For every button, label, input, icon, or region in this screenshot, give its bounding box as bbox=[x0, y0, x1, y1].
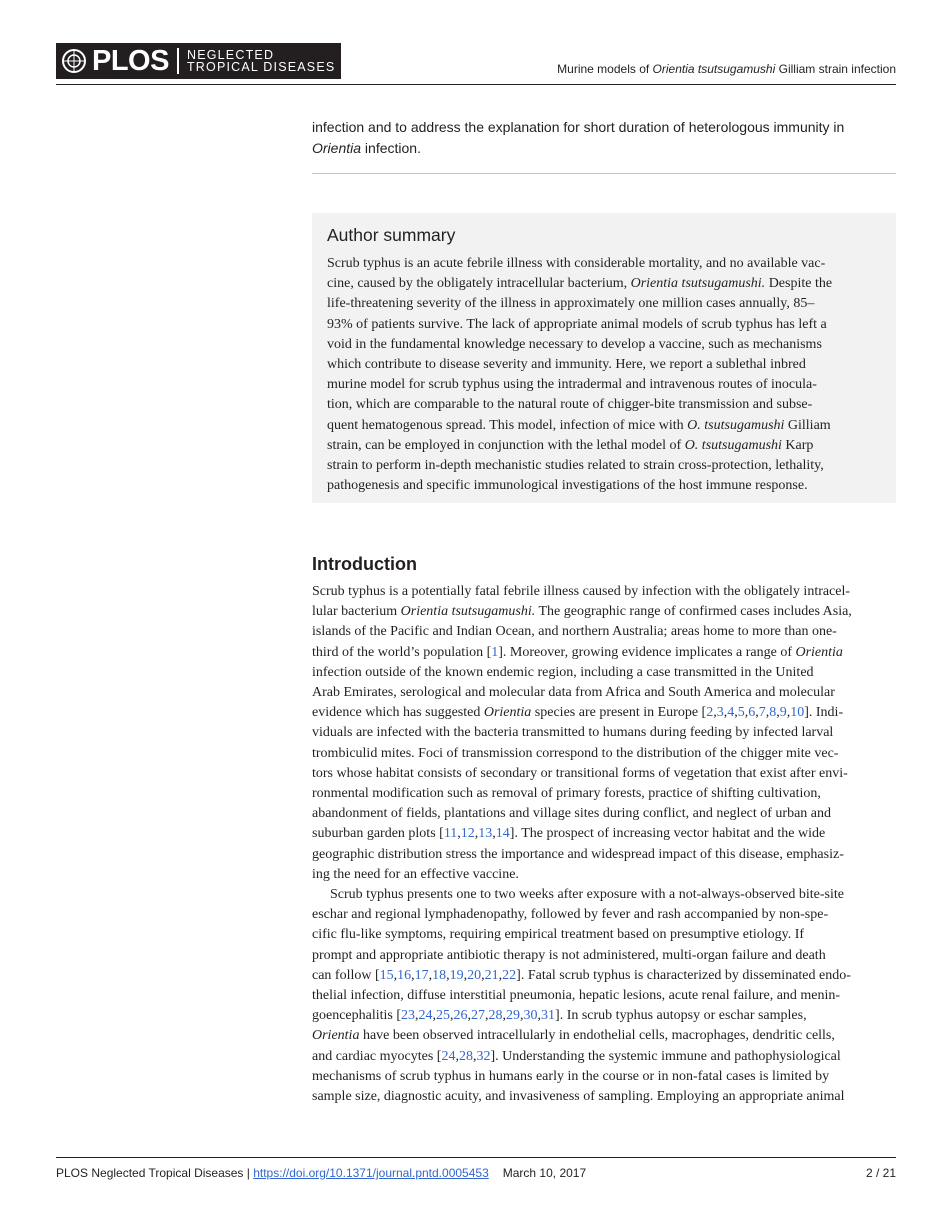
running-head-species: Orientia tsutsugamushi bbox=[652, 62, 776, 76]
p2-line bbox=[312, 1006, 898, 1026]
summary-line bbox=[327, 274, 882, 294]
summary-species: O. tsutsugamushi bbox=[687, 417, 785, 433]
summary-line-part: quent hematogenous spread. This model, infection of mice with bbox=[327, 417, 688, 433]
text: evidence which has suggested bbox=[312, 705, 484, 721]
citation-link[interactable]: 1 bbox=[491, 644, 499, 660]
summary-line: strain to perform in-depth mechanistic studies related to strain cross-protection, lethality, bbox=[327, 458, 824, 474]
footer-date: March 10, 2017 bbox=[502, 1166, 587, 1180]
author-summary-heading: Author summary bbox=[327, 225, 456, 245]
p1-line: tors whose habitat consists of secondary or transitional forms of vegetation that exist after envi- bbox=[312, 765, 848, 781]
p2-line: cific flu-like symptoms, requiring empirical treatment based on presumptive etiology. If bbox=[312, 927, 805, 943]
citation-link[interactable]: 24 bbox=[441, 1048, 456, 1064]
p2-line: mechanisms of scrub typhus in humans early in the course or in non-fatal cases is limited by bbox=[312, 1068, 830, 1084]
p1-line: ronmental modification such as removal of primary forests, practice of shifting cultivation, bbox=[312, 786, 821, 802]
previous-paragraph-tail bbox=[312, 117, 898, 159]
p1-line bbox=[312, 703, 898, 723]
citation-link[interactable]: 11 bbox=[443, 826, 458, 842]
p1-line bbox=[312, 643, 898, 663]
summary-line bbox=[327, 416, 882, 436]
summary-line-part: Despite the bbox=[765, 276, 833, 292]
citation-link[interactable]: 29 bbox=[506, 1008, 521, 1024]
p1-line bbox=[312, 824, 898, 844]
text: ]. The prospect of increasing vector habitat and the wide bbox=[509, 826, 826, 842]
citation-link[interactable]: 3 bbox=[716, 705, 724, 721]
citation-link[interactable]: 20 bbox=[467, 967, 482, 983]
p1-line: infection outside of the known endemic region, including a case transmitted in the United bbox=[312, 664, 814, 680]
p2-line: Scrub typhus presents one to two weeks after exposure with a not-always-observed bite-site bbox=[330, 887, 844, 903]
doi-link[interactable]: https://doi.org/10.1371/journal.pntd.0005453 bbox=[253, 1166, 489, 1180]
logo-wordmark: PLOS bbox=[92, 44, 169, 77]
p2-line bbox=[312, 966, 898, 986]
text: The geographic range of confirmed cases includes Asia, bbox=[535, 604, 852, 620]
author-summary-text bbox=[327, 254, 882, 496]
text: ]. Indi- bbox=[804, 705, 844, 721]
p1-line: Scrub typhus is a potentially fatal febrile illness caused by infection with the obligately intracel- bbox=[312, 584, 851, 599]
intro-paragraph-2 bbox=[312, 885, 898, 1107]
text: and cardiac myocytes [ bbox=[312, 1048, 442, 1064]
tail-rest: infection. bbox=[361, 140, 421, 156]
logo-divider bbox=[177, 48, 179, 74]
citation-link[interactable]: 6 bbox=[748, 705, 756, 721]
tail-line-1: infection and to address the explanation for short duration of heterologous immunity in bbox=[312, 119, 845, 135]
p1-line: Arab Emirates, serological and molecular data from Africa and South America and molecular bbox=[312, 685, 835, 701]
plos-emblem-icon bbox=[60, 47, 88, 75]
summary-line: Scrub typhus is an acute febrile illness with considerable mortality, and no available vac- bbox=[327, 256, 826, 271]
p1-line: geographic distribution stress the importance and widespread impact of this disease, emphasiz- bbox=[312, 846, 844, 862]
citation-link[interactable]: 30 bbox=[523, 1008, 538, 1024]
p1-line: ing the need for an effective vaccine. bbox=[312, 866, 519, 882]
intro-paragraph-1 bbox=[312, 582, 898, 885]
introduction-heading: Introduction bbox=[312, 554, 417, 574]
summary-line-part: Karp bbox=[781, 437, 814, 453]
p2-line bbox=[312, 1047, 898, 1067]
citation-link[interactable]: 28 bbox=[488, 1008, 503, 1024]
text: ]. Fatal scrub typhus is characterized by disseminated endo- bbox=[516, 967, 851, 983]
summary-line: life-threatening severity of the illness in approximately one million cases annually, 85– bbox=[327, 296, 815, 312]
citation-link[interactable]: 13 bbox=[478, 826, 493, 842]
page-number: 2 / 21 bbox=[865, 1166, 896, 1180]
text: ]. In scrub typhus autopsy or eschar samples, bbox=[555, 1008, 807, 1024]
species-italic: Orientia tsutsugamushi. bbox=[400, 604, 536, 620]
tail-italic: Orientia bbox=[312, 140, 362, 156]
text: goencephalitis [ bbox=[312, 1008, 402, 1024]
p1-line bbox=[312, 602, 898, 622]
text: ]. Understanding the systemic immune and pathophysiological bbox=[490, 1048, 841, 1064]
logo-journal-line1: NEGLECTED bbox=[186, 48, 275, 62]
citation-link[interactable]: 8 bbox=[769, 705, 777, 721]
p1-line: islands of the Pacific and Indian Ocean, and northern Australia; areas home to more than one- bbox=[312, 624, 837, 640]
citation-link[interactable]: 4 bbox=[727, 705, 735, 721]
text: lular bacterium bbox=[312, 604, 401, 620]
citation-link[interactable]: 16 bbox=[397, 967, 412, 983]
header-rule bbox=[56, 84, 896, 85]
introduction-body bbox=[312, 582, 898, 1107]
citation-group: 11,12,13,14 bbox=[443, 826, 510, 842]
citation-link[interactable]: 19 bbox=[449, 967, 464, 983]
footer-rule bbox=[56, 1157, 896, 1158]
citation-link[interactable]: 18 bbox=[432, 967, 447, 983]
tail-line-2 bbox=[312, 138, 898, 159]
citation-link[interactable]: 5 bbox=[737, 705, 745, 721]
logo-journal-line2: TROPICAL DISEASES bbox=[186, 60, 336, 74]
p2-line bbox=[312, 1026, 898, 1046]
text: species are present in Europe [ bbox=[531, 705, 707, 721]
text: third of the world’s population [ bbox=[312, 644, 492, 660]
citation-link[interactable]: 28 bbox=[458, 1048, 473, 1064]
text: suburban garden plots [ bbox=[312, 826, 444, 842]
citation-link[interactable]: 9 bbox=[779, 705, 787, 721]
summary-line: void in the fundamental knowledge necessary to develop a vaccine, such as mechanisms bbox=[327, 336, 822, 352]
abstract-separator bbox=[312, 173, 896, 174]
summary-line-part: Gilliam bbox=[784, 417, 831, 433]
summary-line: murine model for scrub typhus using the intradermal and intravenous routes of inocula- bbox=[327, 377, 817, 393]
citation-link[interactable]: 2 bbox=[706, 705, 714, 721]
citation-link[interactable]: 32 bbox=[476, 1048, 491, 1064]
species-italic: Orientia bbox=[312, 1028, 360, 1044]
summary-line: 93% of patients survive. The lack of appropriate animal models of scrub typhus has left a bbox=[327, 316, 827, 332]
summary-species: Orientia tsutsugamushi. bbox=[630, 276, 766, 292]
p1-line: viduals are infected with the bacteria transmitted to humans during feeding by infected larval bbox=[312, 725, 834, 741]
summary-line bbox=[327, 436, 882, 456]
journal-logo bbox=[56, 43, 341, 79]
citation-link[interactable]: 27 bbox=[471, 1008, 486, 1024]
summary-line: pathogenesis and specific immunological investigations of the host immune response. bbox=[327, 478, 808, 494]
citation-group: 23,24,25,26,27,28,29,30,31 bbox=[401, 1008, 556, 1024]
citation-group: 15,16,17,18,19,20,21,22 bbox=[379, 967, 517, 983]
citation-link[interactable]: 22 bbox=[502, 967, 517, 983]
citation-group: 24,28,32 bbox=[441, 1048, 491, 1064]
logo-journal-name bbox=[187, 49, 335, 73]
citation-group: 2,3,4,5,6,7,8,9,10 bbox=[706, 705, 805, 721]
citation-link[interactable]: 23 bbox=[401, 1008, 416, 1024]
running-head-prefix: Murine models of bbox=[557, 62, 653, 76]
citation-link[interactable]: 24 bbox=[418, 1008, 433, 1024]
citation-link[interactable]: 25 bbox=[436, 1008, 451, 1024]
citation-link[interactable]: 26 bbox=[453, 1008, 468, 1024]
citation-link[interactable]: 31 bbox=[541, 1008, 556, 1024]
p1-line: trombiculid mites. Foci of transmission correspond to the distribution of the chigger mite vec- bbox=[312, 745, 839, 761]
p2-line: eschar and regional lymphadenopathy, followed by fever and rash accompanied by non-spe- bbox=[312, 907, 829, 923]
footer-journal: PLOS Neglected Tropical Diseases | bbox=[56, 1166, 254, 1180]
citation-link[interactable]: 21 bbox=[484, 967, 499, 983]
summary-species: O. tsutsugamushi bbox=[684, 437, 782, 453]
footer-citation bbox=[56, 1166, 586, 1180]
text: ]. Moreover, growing evidence implicates a range of bbox=[498, 644, 796, 660]
running-head-suffix: Gilliam strain infection bbox=[775, 62, 896, 76]
p2-line: thelial infection, diffuse interstitial pneumonia, hepatic lesions, acute renal failure, and menin- bbox=[312, 988, 841, 1004]
text: can follow [ bbox=[312, 967, 380, 983]
text: have been observed intracellularly in endothelial cells, macrophages, dendritic cells, bbox=[359, 1028, 835, 1044]
p2-line: sample size, diagnostic acuity, and invasiveness of sampling. Employing an appropriate animal bbox=[312, 1089, 845, 1105]
summary-line: which contribute to disease severity and immunity. Here, we report a sublethal inbred bbox=[327, 357, 806, 373]
citation-link[interactable]: 7 bbox=[758, 705, 766, 721]
summary-line: tion, which are comparable to the natural route of chigger-bite transmission and subse- bbox=[327, 397, 813, 413]
species-italic: Orientia bbox=[795, 644, 843, 660]
author-summary-box bbox=[312, 213, 896, 503]
running-head bbox=[557, 62, 896, 76]
citation-link[interactable]: 12 bbox=[460, 826, 475, 842]
citation-link[interactable]: 14 bbox=[495, 826, 510, 842]
p2-line: prompt and appropriate antibiotic therapy is not administered, multi-organ failure and death bbox=[312, 947, 826, 963]
species-italic: Orientia bbox=[483, 705, 532, 721]
summary-line-part: strain, can be employed in conjunction with the lethal model of bbox=[327, 437, 685, 453]
summary-line-part: cine, caused by the obligately intracellular bacterium, bbox=[327, 276, 631, 292]
p1-line: abandonment of fields, plantations and village sites during conflict, and neglect of urban and bbox=[312, 806, 832, 822]
citation-link[interactable]: 15 bbox=[379, 967, 394, 983]
citation-link[interactable]: 17 bbox=[414, 967, 429, 983]
citation-link[interactable]: 10 bbox=[790, 705, 805, 721]
